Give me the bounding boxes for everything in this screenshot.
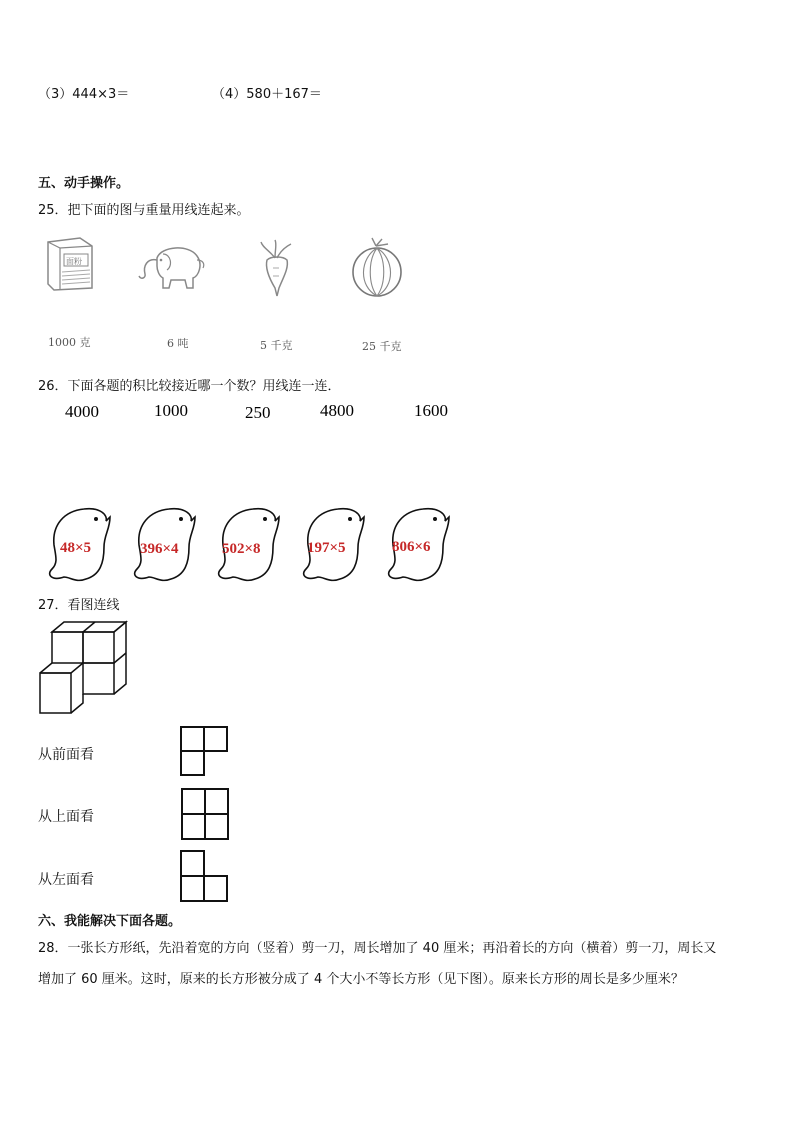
section-six-title: 六、我能解决下面各题。 (38, 914, 182, 929)
question-25-text: 25．把下面的图与重量用线连起来。 (38, 203, 250, 218)
view-diagram-top (180, 788, 230, 842)
view-diagram-front (180, 726, 230, 778)
target-number-1: 4000 (65, 402, 99, 421)
view-diagram-left (180, 850, 230, 904)
calc-item-4: （4）580＋167＝ (212, 87, 322, 102)
view-label-front: 从前面看 (38, 747, 94, 763)
question-28-line-2: 增加了 60 厘米。这时，原来的长方形被分成了 4 个大小不等长方形（见下图）。原来长方形的周长是多少厘米？ (38, 972, 684, 987)
view-label-top: 从上面看 (38, 809, 94, 825)
target-number-2: 1000 (154, 401, 188, 420)
section-five-title: 五、动手操作。 (38, 176, 130, 191)
question-27-text: 27．看图连线 (38, 598, 120, 613)
elephant-icon (137, 240, 207, 292)
view-label-left: 从左面看 (38, 872, 94, 888)
question-26-text: 26．下面各题的积比较接近哪一个数？用线连一连． (38, 379, 341, 394)
expression-5: 806×6 (392, 539, 431, 555)
weight-label-3: 5 千克 (260, 339, 293, 352)
question-28-line-1: 28．一张长方形纸，先沿着宽的方向（竖着）剪一刀，周长增加了 40 厘米；再沿着长的方向（横着）剪一刀，周长又 (38, 941, 717, 956)
calc-item-3: （3）444×3＝ (38, 87, 130, 102)
target-number-5: 1600 (414, 401, 448, 420)
weight-label-2: 6 吨 (167, 337, 189, 350)
weight-label-4: 25 千克 (362, 340, 402, 353)
expression-1: 48×5 (60, 540, 92, 556)
expression-2: 396×4 (140, 541, 179, 557)
cube-stack-figure (40, 620, 130, 716)
expression-4: 197×5 (307, 540, 346, 556)
radish-icon (255, 238, 297, 298)
expression-3: 502×8 (222, 541, 261, 557)
weight-label-1: 1000 克 (48, 336, 91, 349)
target-number-4: 4800 (320, 401, 354, 420)
target-number-3: 250 (245, 403, 271, 422)
watermelon-icon (350, 236, 406, 298)
flour-bag-label: 面粉 (66, 257, 82, 266)
